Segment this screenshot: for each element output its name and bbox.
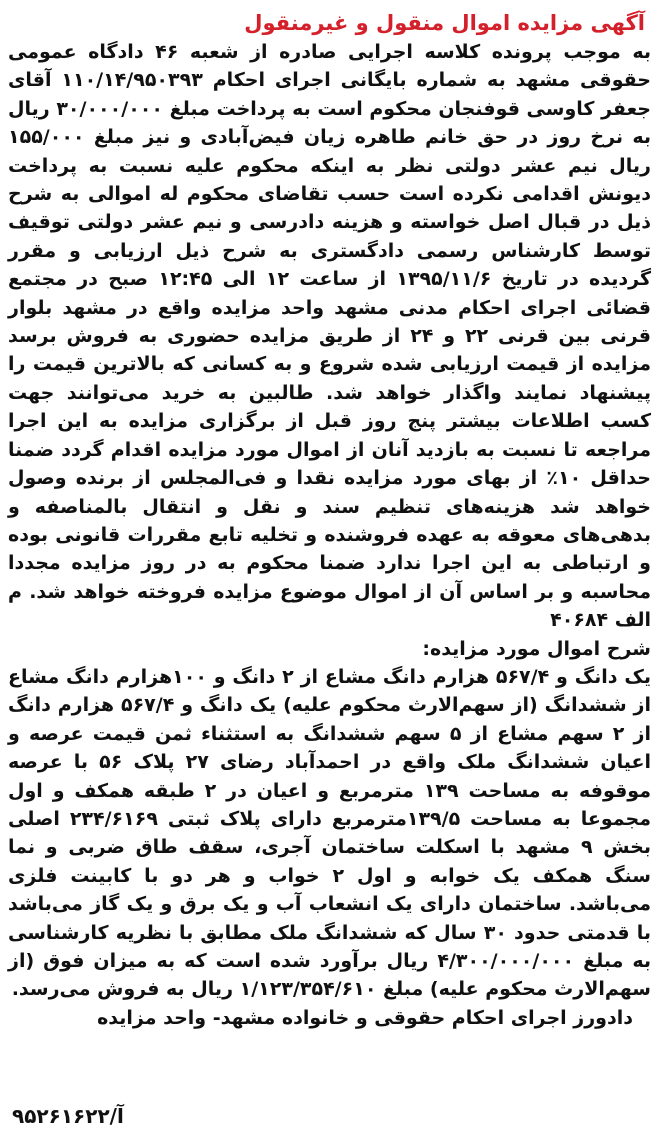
notice-body: به موجب پرونده کلاسه اجرایی صادره از شعبه ۴۶ دادگاه عمومی حقوقی مشهد به شماره بایگانی اجرای احکام ۱۱۰/۱۴/۹۵۰۳۹۳ آقای جعفر کاوسی قوفنجان محکوم است به پرداخت مبلغ ۳۰/۰۰۰/۰۰۰ ریال به نرخ روز در حق خانم طاهره زیان فیض‌آبادی و نیز مبلغ ۱۵۵/۰۰۰ ریال نیم عشر دولتی نظر به اینکه محکوم علیه نسبت به پرداخت دیونش اقدامی نکرده است حسب تقاضای محکوم له اموالی به شرح ذیل در قبال اصل خواسته و هزینه دادرسی و نیم عشر دولتی توقیف توسط کارشناس رسمی دادگستری به شرح ذیل ارزیابی و مقرر گردیده در تاریخ ۱۳۹۵/۱۱/۶ از ساعت ۱۲ الی ۱۲:۴۵ صبح در مجتمع قضائی اجرای احکام مدنی مشهد واحد مزایده واقع در مشهد بلوار قرنی بین قرنی ۲۲ و ۲۴ از طریق مزایده حضوری به فروش برسد مزایده از قیمت ارزیابی شده شروع و به کسانی که بالاترین قیمت را پیشنهاد نمایند واگذار خواهد شد. طالبین به خرید می‌توانند جهت کسب اطلاعات بیشتر پنج روز قبل از برگزاری مزایده به این اجرا مراجعه تا نسبت به بازدید آنان از اموال مورد مزایده اقدام گردد ضمنا حداقل ۱۰٪ از بهای مورد مزایده نقدا و فی‌المجلس از برنده وصول خواهد شد هزینه‌های تنظیم سند و نقل و انتقال بالمناصفه و بدهی‌های معوقه به عهده فروشنده و تخلیه تابع مقررات قانونی بوده و ارتباطی به این اجرا ندارد ضمنا محکوم به در روز مزایده مجددا محاسبه و بر اساس آن از اموال موضوع مزایده فروخته خواهد شد. م الف ۴۰۶۸۴	[8, 41, 652, 632]
signature-line: دادورز اجرای احکام حقوقی و خانواده مشهد- واحد مزایده	[97, 1006, 633, 1029]
auction-notice	[8, 8, 651, 1032]
items-heading: شرح اموال مورد مزایده:	[422, 637, 651, 660]
notice-title: آگهی مزایده اموال منقول و غیرمنقول	[244, 11, 645, 35]
ad-code: آ/۹۵۲۶۱۶۲۲	[12, 1104, 124, 1128]
items-description: یک دانگ و ۵۶۷/۴ هزارم دانگ مشاع از ۲ دانگ و ۱۰۰هزارم دانگ مشاع از ششدانگ (از سهم‌الارث محکوم علیه) یک دانگ و ۵۶۷/۴ هزارم دانگ از ۲ سهم مشاع از ۵ سهم ششدانگ به استثناء ثمن قیمت عرصه و اعیان ششدانگ ملک واقع در احمدآباد رضای ۲۷ پلاک ۵۶ با عرصه موقوفه به مساحت ۱۳۹ مترمربع و اعیان در ۲ طبقه همکف و اول مجموعا به مساحت ۱۳۹/۵مترمربع دارای پلاک ثبتی ۲۳۴/۶۱۶۹ اصلی بخش ۹ مشهد با اسکلت ساختمان آجری، سقف طاق ضربی و نما سنگ همکف یک خوابه و اول ۲ خواب و هر دو با کابینت فلزی می‌باشد. ساختمان دارای یک انشعاب آب و یک برق و یک گاز می‌باشد با قدمتی حدود ۳۰ سال که ششدانگ ملک مطابق با نظریه کارشناسی به مبلغ ۴/۳۰۰/۰۰۰/۰۰۰ ریال برآورد شده است که به میزان فوق (از سهم‌الارث محکوم علیه) مبلغ ۱/۱۲۳/۳۵۴/۶۱۰ ریال به فروش می‌رسد.	[8, 665, 652, 1001]
